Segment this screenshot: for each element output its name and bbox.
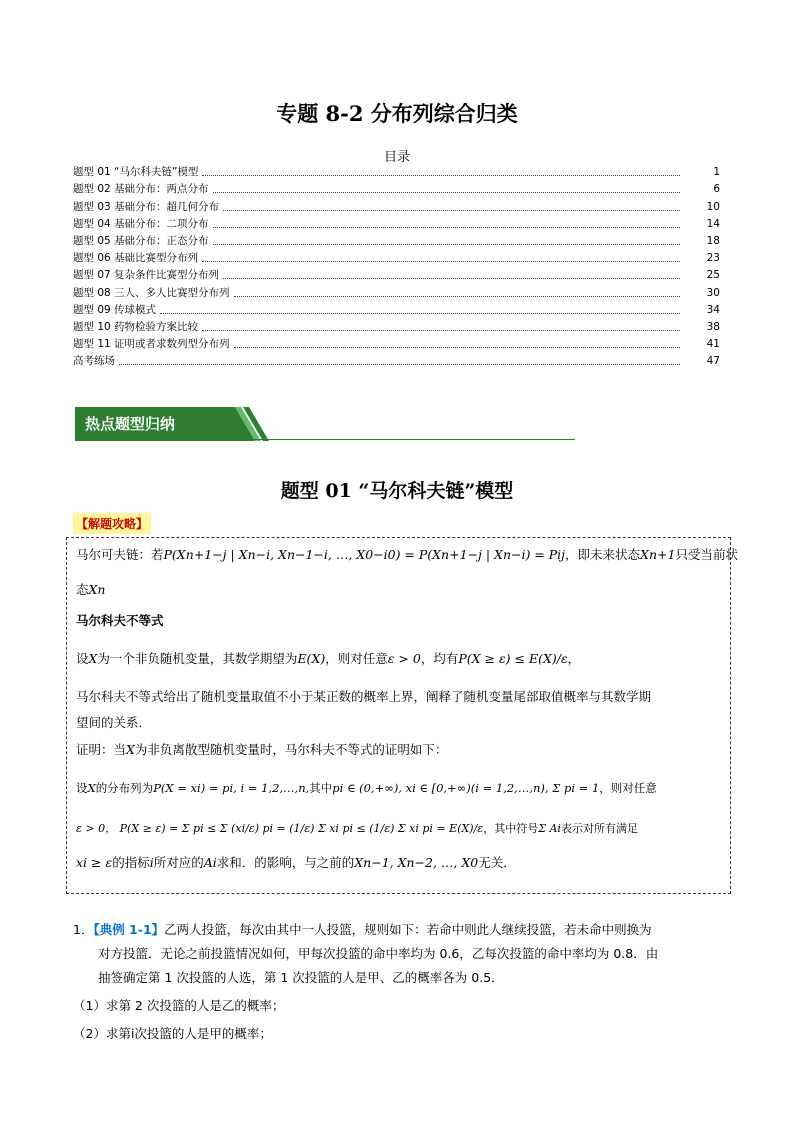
box-line-5: 马尔科夫不等式给出了随机变量取值不小于某正数的概率上界，阐释了随机变量尾部取值概率与其数学期 (76, 689, 652, 704)
question-line-2: 对方投篮．无论之前投篮情况如何，甲每次投篮的命中率均为 0.6，乙每次投篮的命中率均为 0.8．由 (98, 946, 659, 961)
question-line-1: 1．【典例 1-1】乙两人投篮，每次由其中一人投篮，规则如下：若命中则此人继续投篮，若未命中则换为 (73, 922, 652, 937)
toc-item-label: 题型 03 基础分布：超几何分布 (73, 200, 220, 213)
toc-item[interactable] (73, 231, 720, 248)
toc-item-page: 47 (706, 355, 720, 368)
example-tag: 【典例 1-1】 (93, 922, 165, 937)
toc-item[interactable] (73, 265, 720, 282)
box-line-7: 证明：当X为非负离散型随机变量时，马尔科夫不等式的证明如下： (76, 742, 448, 757)
banner-underline (75, 439, 575, 440)
toc-leader-dots (223, 277, 680, 279)
toc-leader-dots (234, 346, 680, 348)
toc-item[interactable] (73, 317, 720, 334)
toc-item-page: 30 (706, 286, 720, 299)
box-line-1: 马尔可夫链：若P(Xn+1−j | Xn−i, Xn−1−i, …, X0−i0) = P(Xn+1−j | Xn−i) = Pij，即未来状态Xn+1只受当前状 (76, 547, 738, 562)
toc-leader-dots (202, 260, 680, 262)
toc-item-label: 题型 06 基础比赛型分布列 (73, 252, 199, 265)
section-title: 题型 01 “马尔科夫链”模型 (280, 480, 514, 502)
toc-leader-dots (119, 363, 680, 365)
toc-item[interactable] (73, 179, 720, 196)
hot-topics-banner (75, 407, 575, 441)
toc-leader-dots (223, 209, 680, 211)
toc-leader-dots (202, 174, 680, 176)
toc-item-page: 14 (706, 217, 720, 230)
box-line-10: xi ≥ ε的指标i所对应的Ai求和．的影响，与之前的Xn−1, Xn−2, …, X0无关． (76, 855, 516, 870)
box-line-2: 态Xn (76, 582, 106, 597)
toc-item[interactable] (73, 196, 720, 213)
toc-item[interactable] (73, 351, 720, 368)
toc-leader-dots (202, 329, 680, 331)
toc-item-page: 41 (706, 338, 720, 351)
toc-item-label: 题型 08 三人、多人比赛型分布列 (73, 286, 230, 299)
toc-item-label: 题型 02 基础分布：两点分布 (73, 183, 209, 196)
box-line-3: 马尔科夫不等式 (76, 613, 164, 628)
toc-item-page: 25 (706, 269, 720, 282)
toc-item-page: 18 (706, 234, 720, 247)
table-of-contents (73, 162, 720, 368)
toc-item-label: 题型 04 基础分布：二项分布 (73, 217, 209, 230)
toc-item-label: 高考练场 (73, 355, 115, 368)
toc-leader-dots (213, 226, 680, 228)
box-line-8: 设X的分布列为P(X = xi) = pi, i = 1,2,…,n,其中pi ∈ (0,+∞), xi ∈ [0,+∞)(i = 1,2,…,n), Σ pi = 1，则对任意 (76, 781, 657, 795)
toc-item-label: 题型 07 复杂条件比赛型分布列 (73, 269, 220, 282)
toc-item[interactable] (73, 300, 720, 317)
toc-heading: 目录 (383, 150, 410, 165)
box-line-9: ε > 0， P(X ≥ ε) = Σ pi ≤ Σ (xi/ε) pi = (1/ε) Σ xi pi ≤ (1/ε) Σ xi pi = E(X)/ε，其中符号Σ Ai表示对所有满足 (76, 822, 638, 835)
toc-item-label: 题型 09 传球模式 (73, 303, 157, 316)
toc-item-page: 10 (706, 200, 720, 213)
toc-item-label: 题型 01 “马尔科夫链”模型 (73, 166, 199, 179)
toc-item-page: 34 (706, 303, 720, 316)
box-line-4: 设X为一个非负随机变量，其数学期望为E(X)，则对任意ε > 0，均有P(X ≥ ε) ≤ E(X)/ε， (76, 651, 581, 666)
toc-leader-dots (213, 243, 680, 245)
toc-item[interactable] (73, 162, 720, 179)
strategy-tag: 【解题攻略】 (73, 513, 151, 534)
toc-item-label: 题型 05 基础分布：正态分布 (73, 234, 209, 247)
toc-item-page: 1 (713, 166, 720, 179)
toc-item[interactable] (73, 334, 720, 351)
toc-item-label: 题型 10 药物检验方案比较 (73, 320, 199, 333)
toc-item[interactable] (73, 214, 720, 231)
document-title: 专题 8-2 分布列综合归类 (276, 101, 518, 126)
toc-leader-dots (160, 312, 680, 314)
box-line-6: 望间的关系． (76, 715, 152, 730)
banner-text: 热点题型归纳 (85, 415, 176, 433)
toc-item-page: 23 (706, 252, 720, 265)
question-line-3: 抽签确定第 1 次投篮的人选，第 1 次投篮的人是甲、乙的概率各为 0.5． (98, 970, 504, 985)
toc-leader-dots (213, 191, 680, 193)
toc-item-page: 38 (706, 320, 720, 333)
toc-item[interactable] (73, 248, 720, 265)
toc-leader-dots (234, 295, 680, 297)
toc-item-label: 题型 11 证明或者求数列型分布列 (73, 338, 230, 351)
strategy-box (66, 537, 731, 894)
toc-item-page: 6 (713, 183, 720, 196)
sub-question-2: （2）求第i次投篮的人是甲的概率； (73, 1026, 272, 1041)
sub-question-1: （1）求第 2 次投篮的人是乙的概率； (73, 998, 285, 1013)
toc-item[interactable] (73, 282, 720, 299)
